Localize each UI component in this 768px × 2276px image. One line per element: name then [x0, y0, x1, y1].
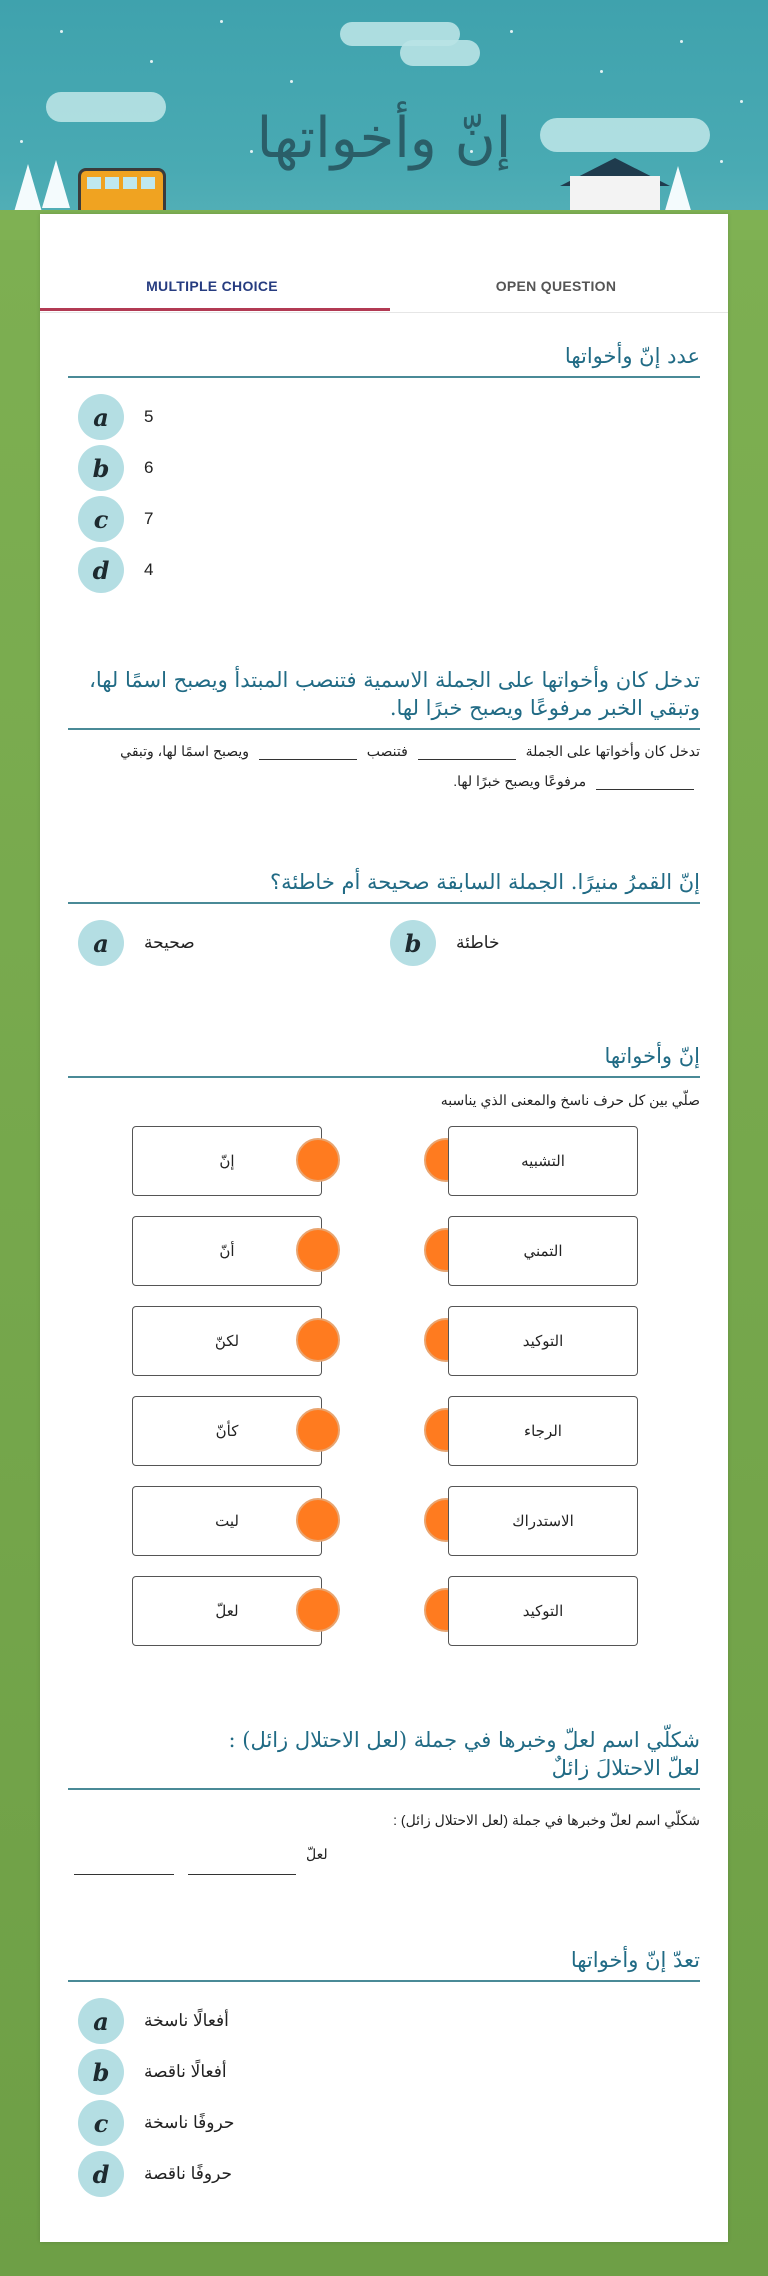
answer-option[interactable]	[78, 2151, 232, 2197]
match-connector-dot[interactable]	[296, 1228, 340, 1272]
sentence-word: لعلّ	[306, 1846, 328, 1862]
answer-option[interactable]	[78, 920, 195, 966]
question-title: تعدّ إنّ وأخواتها	[68, 1946, 700, 1982]
answer-option[interactable]	[78, 394, 153, 440]
match-left-item[interactable]: لكنّ	[132, 1306, 322, 1376]
match-left-item[interactable]: إنّ	[132, 1126, 322, 1196]
match-left-item[interactable]: ليت	[132, 1486, 322, 1556]
match-connector-dot[interactable]	[296, 1498, 340, 1542]
option-letter-badge: b	[390, 920, 436, 966]
answer-option[interactable]	[78, 547, 153, 593]
fill-blank-sentence	[68, 736, 700, 796]
match-left-item[interactable]: أنّ	[132, 1216, 322, 1286]
option-letter-badge: c	[78, 496, 124, 542]
page-title: إنّ وأخواتها	[256, 106, 512, 171]
option-letter-badge: a	[78, 1998, 124, 2044]
match-right-item[interactable]: الرجاء	[448, 1396, 638, 1466]
blank-field[interactable]	[74, 1874, 174, 1875]
match-connector-dot[interactable]	[296, 1318, 340, 1362]
option-text: أفعالًا ناقصة	[144, 2062, 227, 2081]
answer-option[interactable]	[390, 920, 499, 966]
tab-multiple-choice[interactable]: MULTIPLE CHOICE	[146, 278, 278, 294]
option-letter-badge: a	[78, 394, 124, 440]
option-text: خاطئة	[456, 933, 500, 952]
option-letter-badge: a	[78, 920, 124, 966]
option-letter-badge: d	[78, 2151, 124, 2197]
answer-option[interactable]	[78, 496, 153, 542]
option-text: 6	[144, 458, 154, 477]
question-title: إنّ القمرُ منيرًا. الجملة السابقة صحيحة أم خاطئة؟	[68, 868, 700, 904]
option-letter-badge: d	[78, 547, 124, 593]
option-text: 5	[144, 407, 154, 426]
answer-option[interactable]	[78, 1998, 229, 2044]
option-letter-badge: b	[78, 445, 124, 491]
option-text: أفعالًا ناسخة	[144, 2011, 229, 2030]
option-letter-badge: b	[78, 2049, 124, 2095]
option-text: حروفًا ناقصة	[144, 2164, 233, 2183]
sentence-segment: ويصبح اسمًا لها، وتبقي	[120, 743, 249, 759]
blank-field[interactable]	[418, 745, 516, 760]
cloud-decoration	[400, 40, 480, 66]
match-left-item[interactable]: لعلّ	[132, 1576, 322, 1646]
match-right-item[interactable]: التشبيه	[448, 1126, 638, 1196]
header-banner	[0, 0, 768, 240]
tab-bar	[40, 214, 728, 313]
match-right-item[interactable]: التوكيد	[448, 1306, 638, 1376]
question-title-line: شكلّي اسم لعلّ وخبرها في جملة (لعل الاحتلال زائل) :	[228, 1728, 700, 1752]
match-right-item[interactable]: الاستدراك	[448, 1486, 638, 1556]
tab-open-question[interactable]: OPEN QUESTION	[495, 278, 617, 294]
question-title: عدد إنّ وأخواتها	[68, 342, 700, 378]
answer-option[interactable]	[78, 2100, 234, 2146]
active-tab-indicator	[40, 308, 390, 311]
option-text: حروفًا ناسخة	[144, 2113, 235, 2132]
blank-field[interactable]	[188, 1874, 296, 1875]
match-right-item[interactable]: التوكيد	[448, 1576, 638, 1646]
question-sentence: شكلّي اسم لعلّ وخبرها في جملة (لعل الاحتلال زائل) :	[393, 1812, 700, 1828]
sentence-segment: مرفوعًا ويصبح خبرًا لها.	[453, 773, 587, 789]
question-title	[68, 1726, 700, 1790]
question-title: إنّ وأخواتها	[68, 1042, 700, 1078]
match-right-item[interactable]: التمني	[448, 1216, 638, 1286]
sentence-segment: تدخل كان وأخواتها على الجملة	[525, 743, 700, 759]
tree-decoration	[14, 164, 42, 212]
question-title-line: لعلّ الاحتلالَ زائلٌ	[551, 1756, 700, 1780]
question-instruction: صلّي بين كل حرف ناسخ والمعنى الذي يناسبه	[440, 1092, 700, 1108]
match-connector-dot[interactable]	[296, 1138, 340, 1182]
sentence-segment: فتنصب	[366, 743, 408, 759]
match-connector-dot[interactable]	[296, 1408, 340, 1452]
question-title-line: وتبقي الخبر مرفوعًا ويصبح خبرًا لها.	[389, 696, 700, 720]
question-title-line: تدخل كان وأخواتها على الجملة الاسمية فتنصب المبتدأ ويصبح اسمًا لها،	[89, 668, 700, 692]
match-connector-dot[interactable]	[296, 1588, 340, 1632]
answer-option[interactable]	[78, 445, 153, 491]
option-text: 4	[144, 560, 154, 579]
option-text: صحيحة	[144, 933, 195, 952]
worksheet-card	[40, 214, 728, 2242]
answer-option[interactable]	[78, 2049, 227, 2095]
blank-field[interactable]	[596, 775, 694, 790]
blank-field[interactable]	[259, 745, 357, 760]
match-left-item[interactable]: كأنّ	[132, 1396, 322, 1466]
option-text: 7	[144, 509, 154, 528]
option-letter-badge: c	[78, 2100, 124, 2146]
question-title	[68, 666, 700, 730]
